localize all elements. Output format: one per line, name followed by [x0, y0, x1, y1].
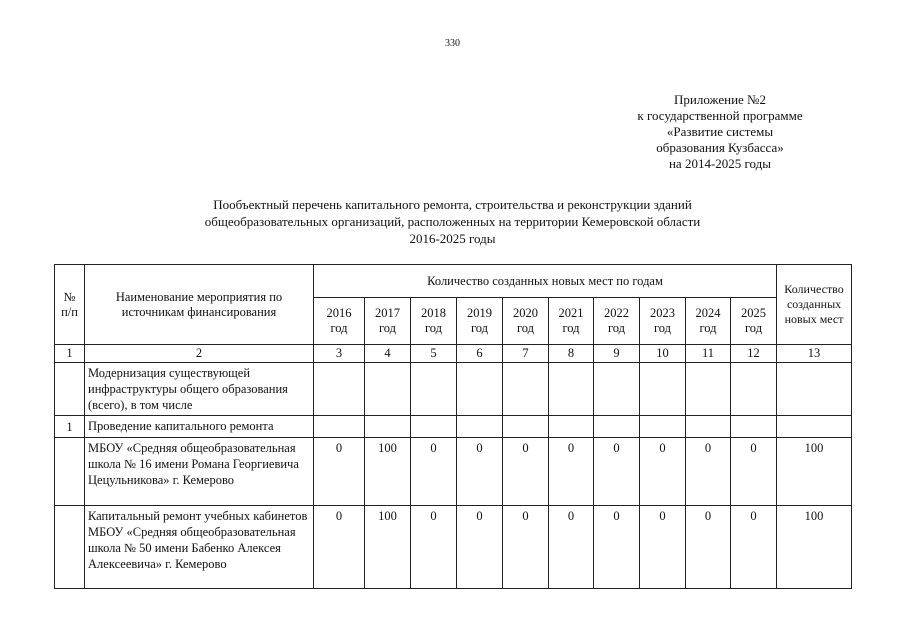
column-number: 11 [686, 345, 731, 363]
row-value [594, 363, 640, 416]
row-name: МБОУ «Средняя общеобразовательная школа № 16 имени Романа Георгиевича Цецульникова» г. Кемерово [85, 438, 314, 506]
row-index: 1 [55, 416, 85, 438]
row-value [640, 363, 686, 416]
row-total: 100 [777, 438, 852, 506]
row-value: 0 [640, 438, 686, 506]
appendix-line: к государственной программе [637, 108, 803, 123]
column-number: 2 [85, 345, 314, 363]
row-total [777, 416, 852, 438]
year-word: год [653, 321, 672, 335]
row-value [457, 416, 503, 438]
row-value [314, 416, 365, 438]
row-value: 0 [640, 506, 686, 589]
table-body [55, 363, 852, 589]
header-row-top [55, 265, 852, 298]
row-value [731, 416, 777, 438]
header-num [55, 265, 85, 345]
row-value: 0 [457, 506, 503, 589]
row-value: 0 [503, 438, 549, 506]
year-word: год [699, 321, 717, 335]
row-name: Проведение капитального ремонта [85, 416, 314, 438]
year-header [411, 298, 457, 345]
column-number: 4 [365, 345, 411, 363]
year-label: 2017 [375, 306, 400, 320]
appendix-line: Приложение №2 [674, 92, 766, 107]
column-number: 9 [594, 345, 640, 363]
year-label: 2025 [741, 306, 767, 320]
row-value [731, 363, 777, 416]
row-value: 0 [549, 506, 594, 589]
header-num-line: п/п [61, 304, 78, 319]
year-word: год [516, 321, 535, 335]
appendix-line: «Развитие системы [666, 124, 774, 139]
row-value [365, 416, 411, 438]
column-number: 3 [314, 345, 365, 363]
row-value [686, 416, 731, 438]
column-number: 8 [549, 345, 594, 363]
row-value [503, 363, 549, 416]
year-word: год [744, 321, 763, 335]
header-total [777, 265, 852, 345]
year-header [365, 298, 411, 345]
row-value: 0 [731, 438, 777, 506]
column-number: 13 [777, 345, 852, 363]
header-name-line: источникам финансирования [121, 304, 277, 319]
row-value [640, 416, 686, 438]
year-label: 2022 [604, 306, 629, 320]
year-header [640, 298, 686, 345]
document-title [0, 196, 905, 247]
row-value [411, 363, 457, 416]
column-number: 12 [731, 345, 777, 363]
year-word: год [562, 321, 580, 335]
table-row [55, 363, 852, 416]
year-label: 2023 [650, 306, 675, 320]
year-header [549, 298, 594, 345]
title-line: Пообъектный перечень капитального ремонта, строительства и реконструкции зданий [213, 197, 692, 212]
title-line: общеобразовательных организаций, расположенных на территории Кемеровской области [204, 214, 701, 229]
year-header [594, 298, 640, 345]
row-value: 0 [503, 506, 549, 589]
year-header [686, 298, 731, 345]
header-total-line: созданных [786, 297, 842, 311]
row-name: Модернизация существующей инфраструктуры общего образования (всего), в том числе [85, 363, 314, 416]
header-total-line: новых мест [784, 312, 844, 326]
row-value: 0 [594, 438, 640, 506]
row-value: 0 [411, 438, 457, 506]
row-value [457, 363, 503, 416]
row-value: 0 [686, 438, 731, 506]
year-header [731, 298, 777, 345]
row-value: 100 [365, 438, 411, 506]
year-label: 2020 [513, 306, 538, 320]
row-value [549, 416, 594, 438]
column-number: 5 [411, 345, 457, 363]
row-value: 0 [314, 506, 365, 589]
header-group: Количество созданных новых мест по годам [314, 265, 777, 298]
year-word: год [424, 321, 443, 335]
row-index [55, 506, 85, 589]
year-word: год [607, 321, 626, 335]
year-label: 2021 [558, 306, 584, 320]
year-label: 2024 [695, 306, 721, 320]
row-total [777, 363, 852, 416]
column-number-row [55, 345, 852, 363]
row-value [365, 363, 411, 416]
appendix-line: образования Кузбасса» [656, 140, 784, 155]
row-value: 0 [457, 438, 503, 506]
year-word: год [378, 321, 397, 335]
row-total: 100 [777, 506, 852, 589]
year-word: год [470, 321, 489, 335]
appendix-line: на 2014-2025 годы [668, 156, 772, 171]
row-value [686, 363, 731, 416]
row-index [55, 363, 85, 416]
row-value: 0 [594, 506, 640, 589]
year-word: год [330, 321, 348, 335]
row-index [55, 438, 85, 506]
table-row [55, 416, 852, 438]
row-value [503, 416, 549, 438]
row-value [549, 363, 594, 416]
row-value: 0 [686, 506, 731, 589]
column-number: 10 [640, 345, 686, 363]
title-line: 2016-2025 годы [409, 231, 496, 246]
row-value [314, 363, 365, 416]
header-num-line: № [63, 289, 76, 304]
column-number: 1 [55, 345, 85, 363]
appendix-block [560, 92, 880, 172]
row-value: 100 [365, 506, 411, 589]
row-value [594, 416, 640, 438]
year-header [503, 298, 549, 345]
column-number: 6 [457, 345, 503, 363]
row-value: 0 [731, 506, 777, 589]
page-number: 330 [445, 38, 460, 49]
year-header [457, 298, 503, 345]
row-value: 0 [314, 438, 365, 506]
row-name: Капитальный ремонт учебных кабинетов МБОУ «Средняя общеобразовательная школа № 50 имени Бабенко Алексея Алексеевича» г. Кемерово [85, 506, 314, 589]
year-label: 2016 [326, 306, 352, 320]
row-value [411, 416, 457, 438]
year-header [314, 298, 365, 345]
header-name [85, 265, 314, 345]
header-total-line: Количество [784, 282, 844, 296]
header-name-line: Наименование мероприятия по [115, 289, 283, 304]
table-row [55, 506, 852, 589]
table-row [55, 438, 852, 506]
row-value: 0 [549, 438, 594, 506]
row-value: 0 [411, 506, 457, 589]
year-label: 2019 [467, 306, 492, 320]
year-label: 2018 [421, 306, 446, 320]
places-table [54, 264, 852, 589]
column-number: 7 [503, 345, 549, 363]
